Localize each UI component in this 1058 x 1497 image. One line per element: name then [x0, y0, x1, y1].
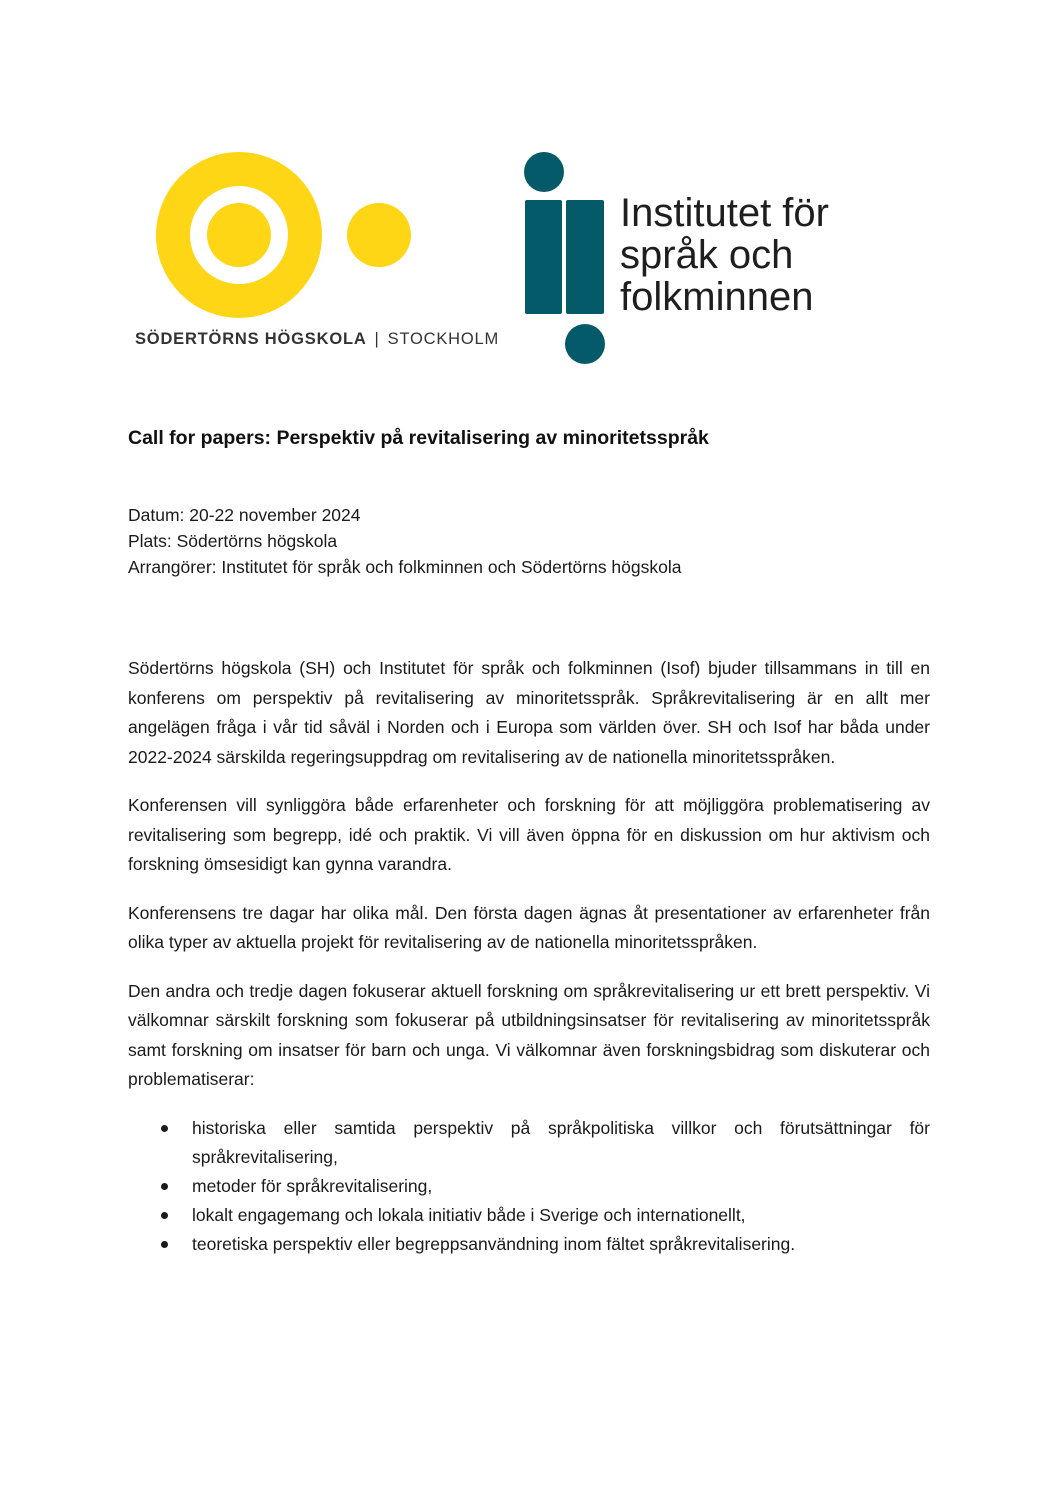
- sodertorn-circles-icon: [155, 150, 415, 322]
- event-details: [128, 502, 930, 580]
- document-body: [128, 654, 930, 1259]
- list-item: [128, 1172, 930, 1201]
- sodertorn-separator: |: [374, 330, 380, 348]
- list-item: [128, 1201, 930, 1230]
- isof-line-1: Institutet för: [620, 191, 829, 235]
- list-item-text: lokalt engagemang och lokala initiativ både i Sverige och internationellt,: [192, 1204, 746, 1225]
- bullet-icon: [161, 1125, 168, 1132]
- paragraph-intro: Södertörns högskola (SH) och Institutet för språk och folkminnen (Isof) bjuder tillsammans in till en konferens om perspektiv på revitalisering av minoritetsspråk. Språkrevitalisering är en allt mer angelägen fråga i vår tid såväl i Norden och i Europa som världen över. SH och Isof har båda under 2022-2024 särskilda regeringsuppdrag om revitalisering av de nationella minoritetsspråken.: [128, 658, 930, 767]
- sodertorn-wordmark: [135, 330, 499, 349]
- bullet-icon: [161, 1183, 168, 1190]
- list-item-text: metoder för språkrevitalisering,: [192, 1175, 433, 1196]
- event-place: Plats: Södertörns högskola: [128, 531, 338, 551]
- paragraph-research: Den andra och tredje dagen fokuserar aktuell forskning om språkrevitalisering ur ett brett perspektiv. Vi välkomnar särskilt forskning som fokuserar på utbildningsinsatser för revitalisering av minoritetsspråk samt forskning om insatser för barn och unga. Vi välkomnar även forskningsbidrag som diskuterar och problematiserar:: [128, 980, 930, 1089]
- list-item: [128, 1114, 930, 1172]
- sodertorn-name: SÖDERTÖRNS HÖGSKOLA: [135, 330, 367, 348]
- sodertorn-city: STOCKHOLM: [387, 330, 500, 348]
- event-organizers: Arrangörer: Institutet för språk och folkminnen och Södertörns högskola: [128, 557, 682, 577]
- paragraph-aim: Konferensen vill synliggöra både erfarenheter och forskning för att möjliggöra problematisering av revitalisering som begrepp, idé och praktik. Vi vill även öppna för en diskussion om hur aktivism och forskning ömsesidigt kan gynna varandra.: [128, 795, 930, 874]
- isof-line-3: folkminnen: [620, 275, 814, 319]
- isof-logo: [522, 152, 882, 367]
- document-title: Call for papers: Perspektiv på revitalisering av minoritetsspråk: [128, 427, 709, 449]
- event-date: Datum: 20-22 november 2024: [128, 505, 361, 525]
- paragraph-days: Konferensens tre dagar har olika mål. Den första dagen ägnas åt presentationer av erfarenheter från olika typer av aktuella projekt för revitalisering av de nationella minoritetsspråken.: [128, 902, 930, 952]
- topic-list: [128, 1114, 930, 1259]
- isof-wordmark: [620, 192, 829, 318]
- isof-i-mark-icon: [522, 152, 612, 367]
- list-item-text: teoretiska perspektiv eller begreppsanvändning inom fältet språkrevitalisering.: [192, 1233, 796, 1254]
- list-item-text: historiska eller samtida perspektiv på språkpolitiska villkor och förutsättningar för språkrevitalisering,: [192, 1117, 930, 1167]
- bullet-icon: [161, 1241, 168, 1248]
- isof-line-2: språk och: [620, 233, 794, 277]
- document-content: [128, 424, 930, 1259]
- sodertorn-logo: [135, 150, 505, 360]
- list-item: [128, 1230, 930, 1259]
- bullet-icon: [161, 1212, 168, 1219]
